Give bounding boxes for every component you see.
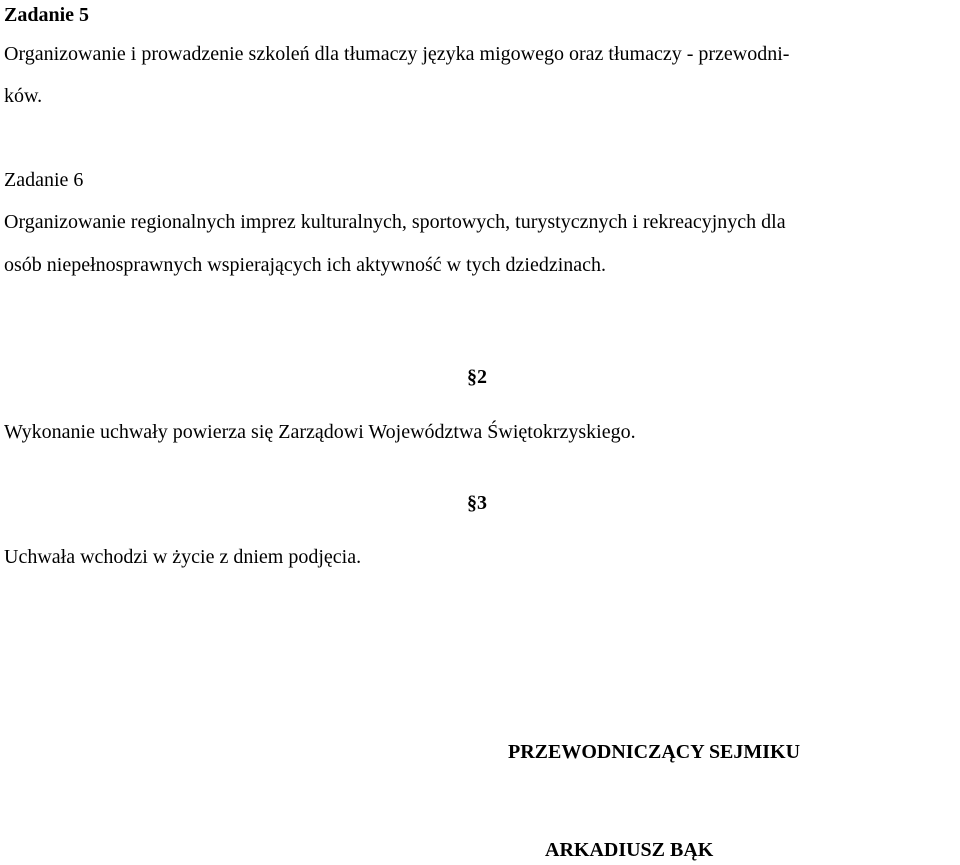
task6-heading: Zadanie 6	[4, 169, 84, 191]
section-3-mark: §3	[467, 492, 487, 514]
section-3-text: Uchwała wchodzi w życie z dniem podjęcia.	[4, 546, 362, 568]
signature-name: ARKADIUSZ BĄK	[545, 839, 714, 861]
task5-body-line2: ków.	[4, 85, 43, 107]
task6-body-line2: osób niepełnosprawnych wspierających ich aktywność w tych dziedzinach.	[4, 254, 607, 276]
task5-heading: Zadanie 5	[4, 4, 90, 26]
section-2-mark: §2	[467, 366, 487, 388]
task6-body-line1: Organizowanie regionalnych imprez kulturalnych, sportowych, turystycznych i rekreacyjnych dla	[4, 211, 786, 233]
task5-body-line1: Organizowanie i prowadzenie szkoleń dla tłumaczy języka migowego oraz tłumaczy - przewodni-	[4, 43, 790, 65]
section-2-text: Wykonanie uchwały powierza się Zarządowi Województwa Świętokrzyskiego.	[4, 421, 636, 443]
signature-title: PRZEWODNICZĄCY SEJMIKU	[508, 741, 801, 763]
